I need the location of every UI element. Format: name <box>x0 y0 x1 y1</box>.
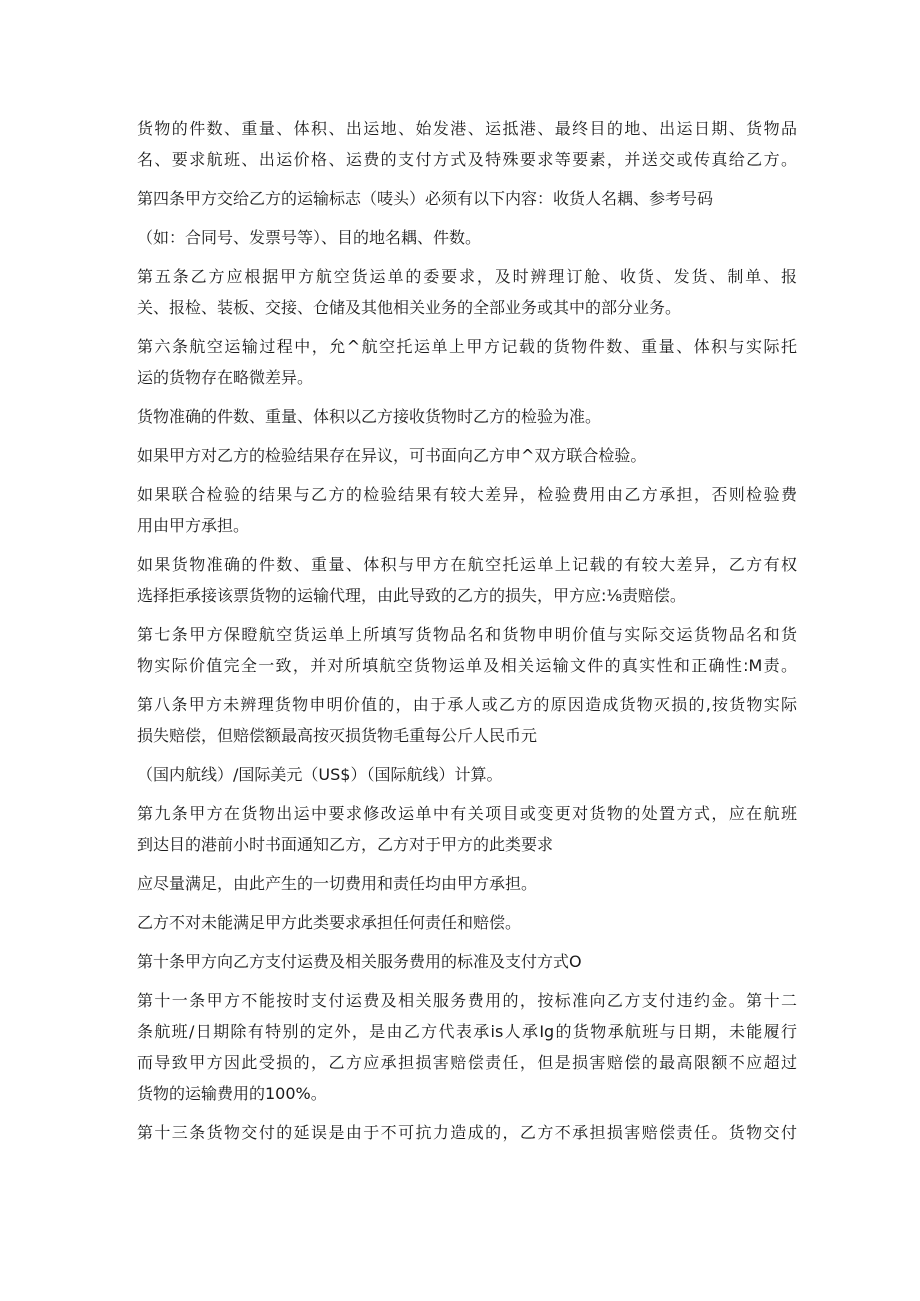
text-line: 货物的件数、重量、体积、出运地、始发港、运抵港、最终目的地、出运日期、货物品 <box>137 119 797 138</box>
text-line: 第十一条甲方不能按时支付运费及相关服务费用的，按标准向乙方支付违约金。第十二 <box>137 991 797 1010</box>
document-body <box>137 113 797 1148</box>
text-line: 如果联合检验的结果与乙方的检验结果有较大差异，检验费用由乙方承担，否则检验费 <box>137 485 797 504</box>
text-line: 第八条甲方未辨理货物申明价值的，由于承人或乙方的原因造成货物灭损的,按货物实际 <box>137 695 797 714</box>
text-line: 第六条航空运输过程中，允^航空托运单上甲方记载的货物件数、重量、体积与实际托 <box>137 337 797 356</box>
text-line: 第七条甲方保瞪航空货运单上所填写货物品名和货物申明价值与实际交运货物品名和货 <box>137 625 797 644</box>
text-line: 第十条甲方向乙方支付运费及相关服务费用的标准及支付方式O <box>137 952 582 971</box>
text-line: 货物准确的件数、重量、体积以乙方接收货物时乙方的检验为准。 <box>137 407 602 426</box>
text-line: 选择拒承接该票货物的运输代理，由此导致的乙方的损失，甲方应:⅛责赔偿。 <box>137 586 686 605</box>
text-line: 损失赔偿，但赔偿额最高按灭损货物毛重每公斤人民币元 <box>137 726 538 745</box>
text-line: 运的货物存在略微差异。 <box>137 368 314 387</box>
text-line: 第九条甲方在货物出运中要求修改运单中有关项目或变更对货物的处置方式，应在航班 <box>137 804 797 823</box>
text-line: 物实际价值完全一致，并对所填航空货物运单及相关运输文件的真实性和正确性:M责。 <box>137 656 797 675</box>
text-line: 关、报检、装板、交接、仓储及其他相关业务的全部业务或其中的部分业务。 <box>137 298 682 317</box>
text-line: 应尽量满足，由此产生的一切费用和责任均由甲方承担。 <box>137 874 538 893</box>
text-line: （国内航线）/国际美元（US$）（国际航线）计算。 <box>137 765 503 784</box>
text-line: 乙方不对未能满足甲方此类要求承担任何责任和赔偿。 <box>137 913 522 932</box>
text-line: （如：合同号、发票号等）、目的地名耦、件数。 <box>137 228 482 247</box>
text-line: 货物的运输费用的100%。 <box>137 1084 327 1103</box>
text-line: 而导致甲方因此受损的，乙方应承担损害赔偿责任，但是损害赔偿的最高限额不应超过 <box>137 1053 797 1072</box>
text-line: 名、要求航班、出运价格、运费的支付方式及特殊要求等要素，并送交或传真给乙方。 <box>137 150 797 169</box>
text-line: 到达目的港前小时书面通知乙方，乙方对于甲方的此类要求 <box>137 835 554 854</box>
text-line: 用由甲方承担。 <box>137 516 250 535</box>
text-line: 如果甲方对乙方的检验结果存在异议，可书面向乙方申^双方联合检验。 <box>137 446 647 465</box>
text-line: 第十三条货物交付的延误是由于不可抗力造成的，乙方不承担损害赔偿责任。货物交付 <box>137 1123 797 1142</box>
text-line: 第五条乙方应根据甲方航空货运单的委要求，及时辨理订舱、收货、发货、制单、报 <box>137 267 797 286</box>
text-line: 如果货物准确的件数、重量、体积与甲方在航空托运单上记载的有较大差异，乙方有权 <box>137 555 797 574</box>
text-line: 条航班/日期除有特别的定外，是由乙方代表承is人承Ig的货物承航班与日期，未能履行 <box>137 1022 797 1041</box>
text-line: 第四条甲方交给乙方的运输标志（唛头）必须有以下内容：收货人名耦、参考号码 <box>137 189 714 208</box>
